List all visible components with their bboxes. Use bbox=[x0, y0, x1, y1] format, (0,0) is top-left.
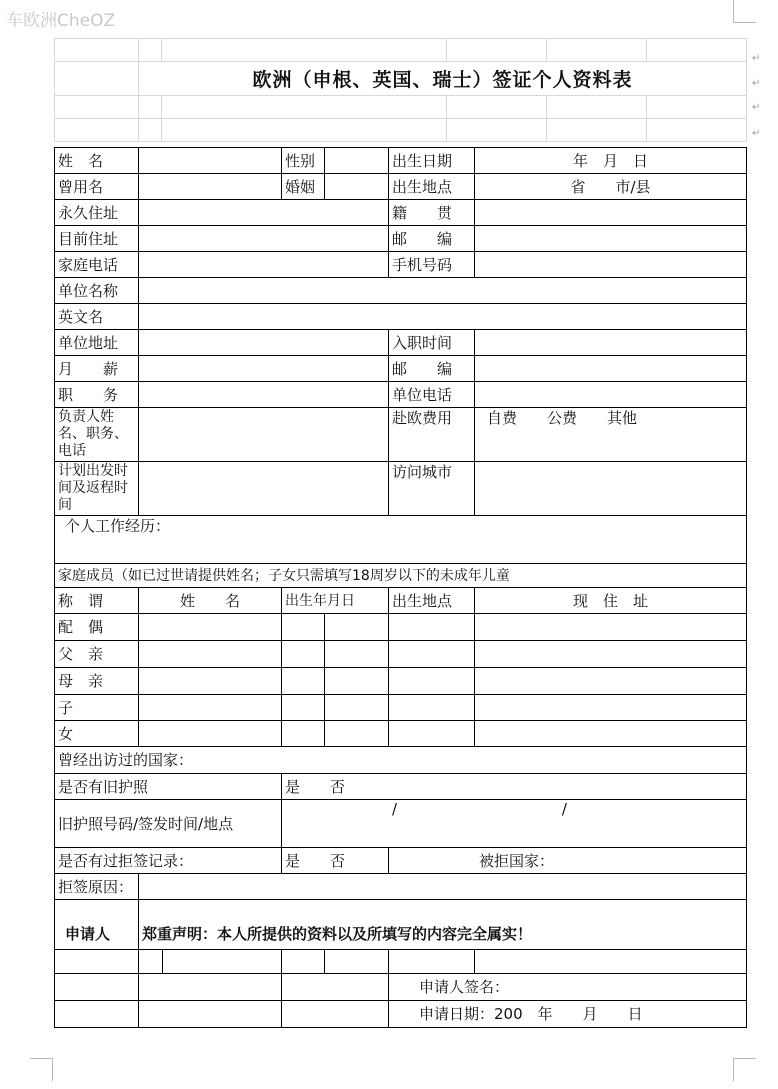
relation-mother: 母 亲 bbox=[55, 668, 139, 695]
col-address: 现 住 址 bbox=[475, 588, 747, 614]
application-date[interactable]: 申请日期：200 年 月 日 bbox=[389, 1001, 747, 1028]
input-supervisor[interactable] bbox=[139, 408, 389, 462]
label-refusal-reason: 拒签原因： bbox=[55, 874, 139, 900]
visited-countries[interactable]: 曾经出访过的国家： bbox=[55, 747, 747, 774]
input-refusal-reason[interactable] bbox=[139, 874, 747, 900]
input-work-phone[interactable] bbox=[475, 382, 747, 408]
input-english-name[interactable] bbox=[139, 304, 747, 330]
input-daughter-birthplace[interactable] bbox=[389, 721, 475, 747]
label-refusal: 是否有过拒签记录： bbox=[55, 848, 282, 874]
label-birth-date: 出生日期 bbox=[389, 148, 475, 174]
applicant-label: 申请人 bbox=[55, 900, 139, 950]
paragraph-mark: ↵ bbox=[752, 128, 761, 139]
input-permanent-address[interactable] bbox=[139, 200, 389, 226]
relation-father: 父 亲 bbox=[55, 641, 139, 668]
label-english-name: 英文名 bbox=[55, 304, 139, 330]
input-son-birthplace[interactable] bbox=[389, 695, 475, 721]
input-daughter-name[interactable] bbox=[139, 721, 282, 747]
input-spouse-birth[interactable] bbox=[282, 614, 325, 641]
paragraph-mark: ↵ bbox=[752, 102, 761, 113]
input-marital[interactable] bbox=[325, 174, 389, 200]
slash-2: / bbox=[561, 800, 567, 818]
crop-mark-bottom-left bbox=[30, 1058, 53, 1081]
crop-mark-top-right bbox=[733, 0, 756, 23]
input-father-birth[interactable] bbox=[282, 641, 325, 668]
label-work-phone: 单位电话 bbox=[389, 382, 475, 408]
label-permanent-address: 永久住址 bbox=[55, 200, 139, 226]
input-gender[interactable] bbox=[325, 148, 389, 174]
paragraph-mark: ↵ bbox=[752, 53, 761, 64]
col-birthplace: 出生地点 bbox=[389, 588, 475, 614]
input-mobile[interactable] bbox=[475, 252, 747, 278]
label-old-passport: 是否有旧护照 bbox=[55, 774, 282, 800]
input-postcode[interactable] bbox=[475, 226, 747, 252]
input-current-address[interactable] bbox=[139, 226, 389, 252]
input-father-birthplace[interactable] bbox=[389, 641, 475, 668]
input-postcode-2[interactable] bbox=[475, 356, 747, 382]
input-salary[interactable] bbox=[139, 356, 389, 382]
label-native-place: 籍 贯 bbox=[389, 200, 475, 226]
label-departure: 计划出发时间及返程时间 bbox=[55, 462, 139, 516]
title-block bbox=[54, 38, 747, 142]
input-home-phone[interactable] bbox=[139, 252, 389, 278]
input-birth-date[interactable]: 年 月 日 bbox=[475, 148, 747, 174]
label-join-date: 入职时间 bbox=[389, 330, 475, 356]
label-expense: 赴欧费用 bbox=[389, 408, 475, 462]
label-salary: 月 薪 bbox=[55, 356, 139, 382]
slash-1: / bbox=[392, 800, 398, 818]
input-position[interactable] bbox=[139, 382, 389, 408]
col-birth: 出生年月日 bbox=[282, 588, 389, 614]
input-mother-birthplace[interactable] bbox=[389, 668, 475, 695]
input-refusal-yes-no[interactable]: 是 否 bbox=[282, 848, 389, 874]
col-relation: 称 谓 bbox=[55, 588, 139, 614]
relation-spouse: 配 偶 bbox=[55, 614, 139, 641]
label-gender: 性别 bbox=[282, 148, 325, 174]
crop-mark-bottom-right bbox=[733, 1058, 756, 1081]
input-mother-birth[interactable] bbox=[282, 668, 325, 695]
label-mobile: 手机号码 bbox=[389, 252, 475, 278]
family-header: 家庭成员（如已过世请提供姓名；子女只需填写18周岁以下的未成年儿童 bbox=[55, 564, 747, 588]
work-history[interactable]: 个人工作经历： bbox=[55, 516, 747, 564]
input-spouse-name[interactable] bbox=[139, 614, 282, 641]
paragraph-mark: ↵ bbox=[752, 78, 761, 89]
relation-son: 子 bbox=[55, 695, 139, 721]
input-spouse-address[interactable] bbox=[475, 614, 747, 641]
signature-label[interactable]: 申请人签名： bbox=[389, 974, 747, 1001]
visa-form-table bbox=[54, 147, 747, 1028]
label-marital: 婚姻 bbox=[282, 174, 325, 200]
input-spouse-birthplace[interactable] bbox=[389, 614, 475, 641]
input-father-name[interactable] bbox=[139, 641, 282, 668]
form-title: 欧洲（申根、英国、瑞士）签证个人资料表 bbox=[139, 62, 747, 96]
input-mother-address[interactable] bbox=[475, 668, 747, 695]
label-postcode: 邮 编 bbox=[389, 226, 475, 252]
label-employer: 单位名称 bbox=[55, 278, 139, 304]
label-position: 职 务 bbox=[55, 382, 139, 408]
input-join-date[interactable] bbox=[475, 330, 747, 356]
label-former-name: 曾用名 bbox=[55, 174, 139, 200]
input-native-place[interactable] bbox=[475, 200, 747, 226]
input-former-name[interactable] bbox=[139, 174, 282, 200]
input-son-address[interactable] bbox=[475, 695, 747, 721]
input-daughter-birth[interactable] bbox=[282, 721, 325, 747]
input-employer[interactable] bbox=[139, 278, 747, 304]
relation-daughter: 女 bbox=[55, 721, 139, 747]
label-name: 姓 名 bbox=[55, 148, 139, 174]
input-old-passport-yes-no[interactable]: 是 否 bbox=[282, 774, 747, 800]
input-birth-place[interactable]: 省 市/县 bbox=[475, 174, 747, 200]
label-refused-country: 被拒国家： bbox=[389, 848, 747, 874]
input-father-address[interactable] bbox=[475, 641, 747, 668]
label-postcode-2: 邮 编 bbox=[389, 356, 475, 382]
input-expense-options[interactable]: 自费 公费 其他 bbox=[475, 408, 747, 462]
input-departure[interactable] bbox=[139, 462, 389, 516]
input-son-birth[interactable] bbox=[282, 695, 325, 721]
col-name: 姓 名 bbox=[139, 588, 282, 614]
input-son-name[interactable] bbox=[139, 695, 282, 721]
input-mother-name[interactable] bbox=[139, 668, 282, 695]
input-old-passport-no[interactable] bbox=[282, 800, 747, 848]
input-employer-address[interactable] bbox=[139, 330, 389, 356]
label-old-passport-no: 旧护照号码/签发时间/地点 bbox=[55, 800, 282, 848]
input-daughter-address[interactable] bbox=[475, 721, 747, 747]
label-current-address: 目前住址 bbox=[55, 226, 139, 252]
label-employer-address: 单位地址 bbox=[55, 330, 139, 356]
label-birth-place: 出生地点 bbox=[389, 174, 475, 200]
declaration-statement: 郑重声明：本人所提供的资料以及所填写的内容完全属实！ bbox=[139, 900, 747, 950]
input-cities[interactable] bbox=[475, 462, 747, 516]
input-name[interactable] bbox=[139, 148, 282, 174]
label-supervisor: 负责人姓名、职务、电话 bbox=[55, 408, 139, 462]
watermark: 车欧洲CheOZ bbox=[6, 11, 116, 31]
label-cities: 访问城市 bbox=[389, 462, 475, 516]
label-home-phone: 家庭电话 bbox=[55, 252, 139, 278]
